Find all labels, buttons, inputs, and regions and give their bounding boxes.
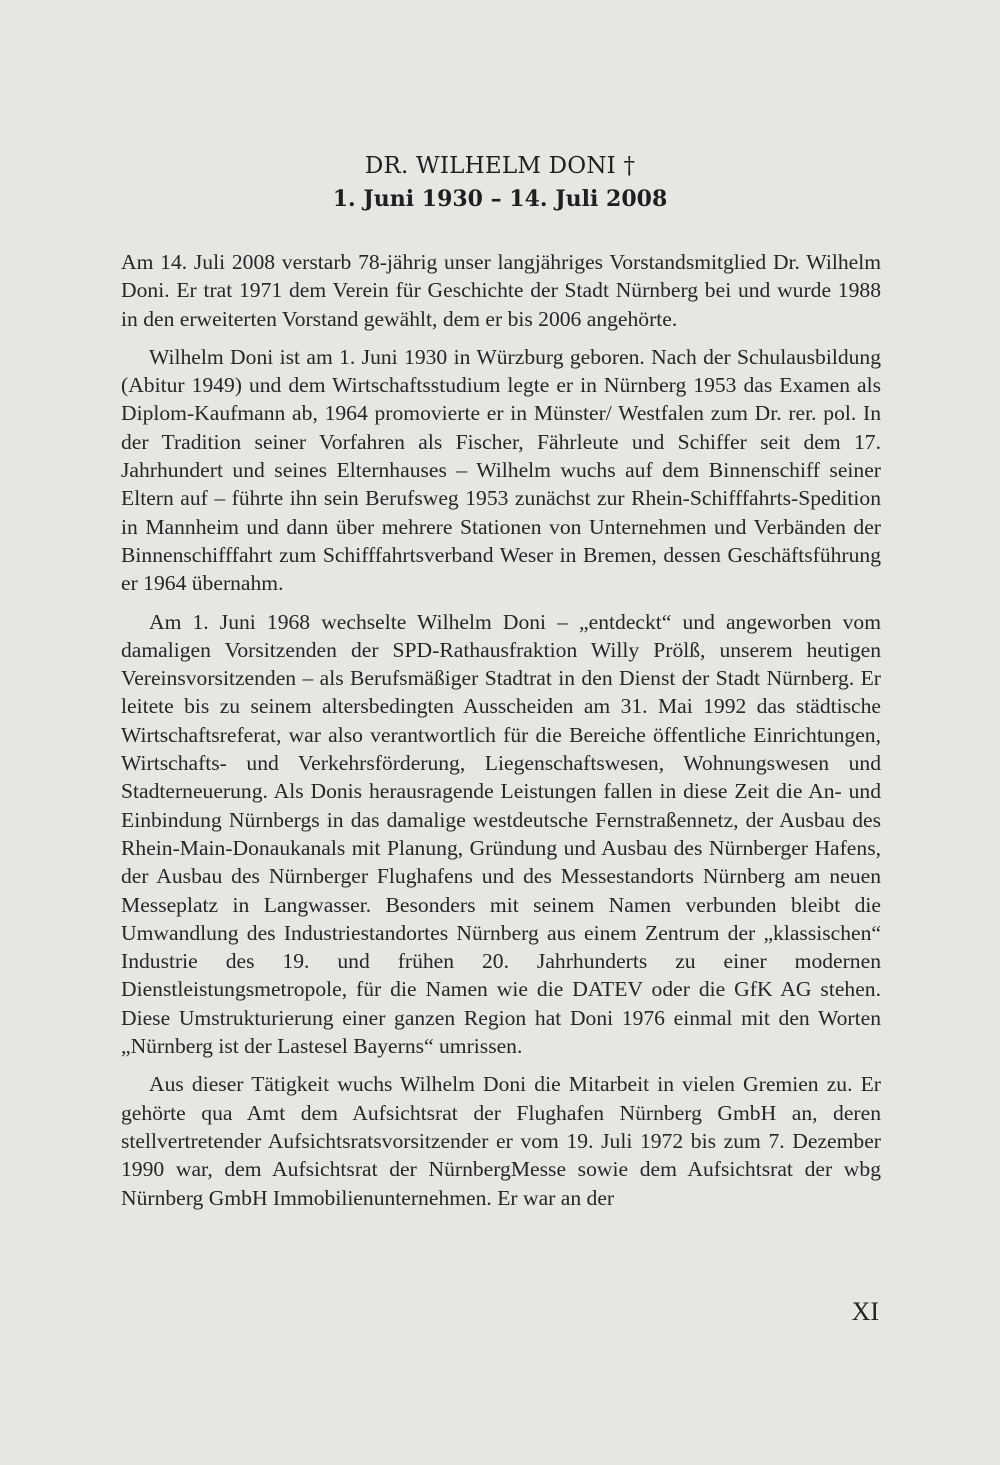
paragraph-2: Wilhelm Doni ist am 1. Juni 1930 in Würzburg geboren. Nach der Schulausbildung (Abitur 1949) und dem Wirtschaftsstudium legte er in Nürnberg 1953 das Examen als Diplom-Kaufmann ab, 1964 promovierte er in Münster/ Westfalen zum Dr. rer. pol. In der Tradition seiner Vorfahren als Fischer, Fährleute und Schiffer seit dem 17. Jahrhundert und seines Elternhauses – Wilhelm wuchs auf dem Binnenschiff seiner Eltern auf – führte ihn sein Berufsweg 1953 zunächst zur Rhein-Schifffahrts-Spedition in Mannheim und dann über mehrere Stationen von Unternehmen und Verbänden der Binnenschifffahrt zum Schifffahrtsverband Weser in Bremen, dessen Geschäftsführung er 1964 übernahm.: [121, 344, 881, 596]
paragraph-1: Am 14. Juli 2008 verstarb 78-jährig unser langjähriges Vorstandsmitglied Dr. Wilhelm Doni. Er trat 1971 dem Verein für Geschichte der Stadt Nürnberg bei und wurde 1988 in den erweiterten Vorstand gewählt, dem er bis 2006 angehörte.: [121, 250, 881, 331]
paragraph-3: Am 1. Juni 1968 wechselte Wilhelm Doni – „entdeckt“ und angeworben vom damaligen Vorsitzenden der SPD-Rathausfraktion Willy Prölß, unserem heutigen Vereinsvorsitzenden – als Berufsmäßiger Stadtrat in den Dienst der Stadt Nürnberg. Er leitete bis zu seinem altersbedingten Ausscheiden am 31. Mai 1992 das städtische Wirtschaftsreferat, war also verantwortlich für die Bereiche öffentliche Einrichtungen, Wirtschafts- und Verkehrsförderung, Liegenschaftswesen, Wohnungswesen und Stadterneuerung. Als Donis herausragende Leistungen fallen in diese Zeit die An- und Einbindung Nürnbergs in das damalige westdeutsche Fernstraßennetz, der Ausbau des Rhein-Main-Donaukanals mit Planung, Gründung und Ausbau des Nürnberger Hafens, der Ausbau des Nürnberger Flughafens und des Messestandorts Nürnberg am neuen Messeplatz in Langwasser. Besonders mit seinem Namen verbunden bleibt die Umwandlung des Industriestandortes Nürnberg aus einem Zentrum der „klassischen“ Industrie des 19. und frühen 20. Jahrhunderts zu einer modernen Dienstleistungsmetropole, für die Namen wie die DATEV oder die GfK AG stehen. Diese Umstrukturierung einer ganzen Region hat Doni 1976 einmal mit den Worten „Nürnberg ist der Lastesel Bayerns“ umrissen.: [121, 609, 881, 1059]
paragraph-4: Aus dieser Tätigkeit wuchs Wilhelm Doni die Mitarbeit in vielen Gremien zu. Er gehörte qua Amt dem Aufsichtsrat der Flughafen Nürnberg GmbH an, deren stellvertretender Aufsichtsratsvorsitzender er vom 19. Juli 1972 bis zum 7. Dezember 1990 war, dem Aufsichtsrat der NürnbergMesse sowie dem Aufsichtsrat der wbg Nürnberg GmbH Immobilienunternehmen. Er war an der: [121, 1072, 881, 1210]
body-text: [121, 248, 881, 1212]
page-number: XI: [851, 1297, 879, 1326]
obituary-header: [0, 150, 1000, 214]
obituary-title: DR. WILHELM DONI †: [364, 153, 636, 179]
life-dates: 1. Juni 1930 – 14. Juli 2008: [332, 186, 668, 212]
